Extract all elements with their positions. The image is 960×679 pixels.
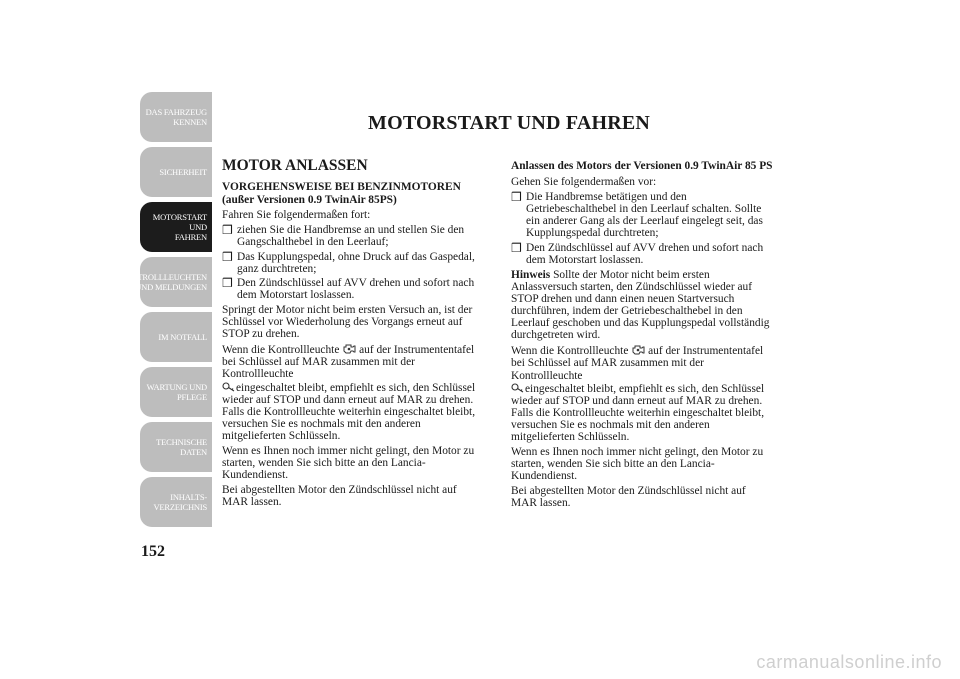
list-item: ❒ Den Zündschlüssel auf AVV drehen und sofort nach dem Motorstart loslassen. [222, 275, 475, 301]
tab-wartung-und-pflege[interactable] [140, 367, 212, 417]
tab-label: TECHNISCHE DATEN [156, 437, 207, 457]
list-item: ❒ Den Zündschlüssel auf AVV drehen und sofort nach dem Motorstart loslassen. [511, 240, 764, 266]
engine-warning-lamp-icon [631, 344, 645, 356]
tab-label: MOTORSTART UND FAHREN [152, 212, 207, 242]
intro-text: Fahren Sie folgendermaßen fort: [222, 209, 371, 222]
page-title: MOTORSTART UND FAHREN [368, 112, 651, 134]
checkbox-icon: ❒ [511, 190, 522, 205]
list-item: ❒ ziehen Sie die Handbremse an und stellen Sie den Gangschalthebel in den Leerlauf; [222, 223, 465, 249]
paragraph: Wenn es Ihnen noch immer nicht gelingt, den Motor zu starten, wenden Sie sich bitte an den Lancia-Kundendienst. [222, 444, 475, 482]
tab-label: IM NOTFALL [158, 332, 207, 342]
hint-paragraph: Hinweis Sollte der Motor nicht beim ersten Anlassversuch starten, den Zündschlüssel wieder auf STOP drehen und dann einen neuen Startversuch durchführen, indem der Getriebeschalthebel in den Leerlauf geschoben und das Kupplungspedal vollständig durchgetreten wird. [511, 268, 770, 342]
intro-text: Gehen Sie folgendermaßen vor: [511, 176, 657, 189]
tab-label: INHALTS- VERZEICHNIS [153, 492, 207, 512]
key-lamp-icon [511, 382, 525, 394]
tab-label: KONTROLLLEUCHTEN UND MELDUNGEN [119, 272, 207, 292]
tab-motorstart-und-fahren[interactable] [140, 202, 212, 252]
tab-kontrollleuchten[interactable] [119, 257, 212, 307]
paragraph: Springt der Motor nicht beim ersten Versuch an, ist der Schlüssel vor Wiederholung des Vorgangs erneut auf STOP zu drehen. [222, 303, 473, 341]
tab-im-notfall[interactable] [140, 312, 212, 362]
section-heading: MOTOR ANLASSEN [222, 157, 368, 174]
chapter-tabs [119, 92, 212, 532]
paragraph: Wenn es Ihnen noch immer nicht gelingt, den Motor zu starten, wenden Sie sich bitte an den Lancia-Kundendienst. [511, 446, 764, 483]
list-item: ❒ Die Handbremse betätigen und den Getriebeschalthebel in den Leerlauf schalten. Sollte ein anderer Gang als der Leerlauf eingelegt seit, das Kupplungspedal durchtreten; [511, 190, 763, 240]
key-lamp-icon [222, 381, 236, 393]
subsection-heading: Anlassen des Motors der Versionen 0.9 TwinAir 85 PS [511, 160, 773, 172]
step-list [511, 191, 773, 266]
subheading-note: (außer Versionen 0.9 TwinAir 85PS) [222, 194, 397, 207]
paragraph-lamps: Wenn die Kontrollleuchte auf der Instrumententafel bei Schlüssel auf MAR zusammen mit der Kontrollleuchte eingeschaltet bleibt, empfiehlt es sich, den Schlüssel wieder auf STOP und dann erneut auf MAR zu drehen. Falls die Kontrollleuchte weiterhin eingeschaltet bleibt, versuchen Sie es nochmals mit den anderen mitgelieferten Schlüsseln. [222, 344, 476, 442]
tab-label: WARTUNG UND PFLEGE [146, 382, 207, 402]
tab-das-fahrzeug-kennen[interactable] [140, 92, 212, 142]
left-column [222, 157, 484, 511]
checkbox-icon: ❒ [222, 275, 233, 290]
tab-inhaltsverzeichnis[interactable] [140, 477, 212, 527]
tab-sicherheit[interactable] [140, 147, 212, 197]
hint-label: Hinweis [511, 268, 551, 281]
checkbox-icon: ❒ [222, 249, 233, 264]
step-list [222, 224, 484, 301]
checkbox-icon: ❒ [511, 240, 522, 255]
page-number: 152 [141, 543, 165, 560]
subheading: VORGEHENSWEISE BEI BENZINMOTOREN [222, 181, 461, 194]
watermark: carmanualsonline.info [756, 652, 942, 672]
paragraph-lamps: Wenn die Kontrollleuchte auf der Instrumententafel bei Schlüssel auf MAR zusammen mit der Kontrollleuchte eingeschaltet bleibt, empfiehlt es sich, den Schlüssel wieder auf STOP und dann erneut auf MAR zu drehen. Falls die Kontrollleuchte weiterhin eingeschaltet bleibt, versuchen Sie es nochmals mit den anderen mitgelieferten Schlüsseln. [511, 345, 765, 443]
list-item: ❒ Das Kupplungspedal, ohne Druck auf das Gaspedal, ganz durchtreten; [222, 249, 475, 275]
tab-technische-daten[interactable] [140, 422, 212, 472]
tab-label: DAS FAHRZEUG KENNEN [145, 107, 207, 127]
paragraph: Bei abgestellten Motor den Zündschlüssel nicht auf MAR lassen. [511, 485, 746, 510]
paragraph: Bei abgestellten Motor den Zündschlüssel nicht auf MAR lassen. [222, 484, 457, 509]
right-column [511, 160, 773, 513]
engine-warning-lamp-icon [342, 343, 356, 355]
checkbox-icon: ❒ [222, 223, 233, 238]
tab-label: SICHERHEIT [159, 167, 207, 177]
